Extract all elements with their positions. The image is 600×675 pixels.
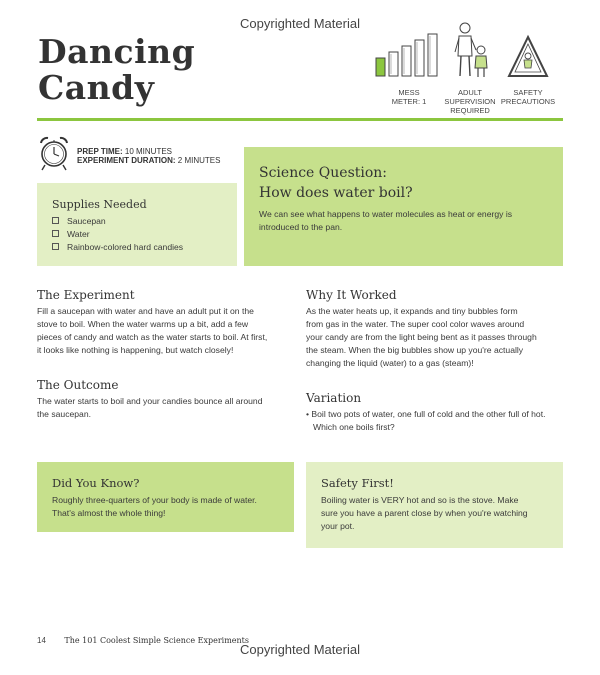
title-line-1: Dancing (38, 32, 196, 71)
science-question-box (244, 147, 563, 266)
prep-time: PREP TIME: 10 MINUTES (77, 147, 172, 156)
science-question-heading: Science Question: How does water boil? (259, 165, 413, 201)
why-it-worked-heading: Why It Worked (306, 288, 397, 302)
copyright-watermark-top: Copyrighted Material (240, 16, 360, 31)
safety-precautions-label: SAFETY PRECAUTIONS (500, 88, 556, 106)
science-question-body: We can see what happens to water molecules as heat or energy is introduced to the pan. (259, 209, 513, 232)
safety-precautions-icon (506, 34, 550, 80)
adult-supervision-icon (452, 20, 492, 80)
page-title (38, 34, 195, 106)
supplies-list (52, 215, 183, 254)
safety-first-heading: Safety First! (321, 476, 394, 490)
checkbox-icon (52, 230, 59, 237)
safety-first-box (306, 462, 563, 548)
copyright-watermark-bottom: Copyrighted Material (240, 642, 360, 657)
outcome-body: The water starts to boil and your candies bounce all around the saucepan. (37, 396, 263, 419)
variation-item: • Boil two pots of water, one full of cold and the other full of hot. Which one boils first? (306, 409, 546, 432)
checkbox-icon (52, 217, 59, 224)
adult-supervision-label: ADULT SUPERVISION REQUIRED (444, 88, 496, 115)
why-it-worked-body: As the water heats up, it expands and tiny bubbles form from gas in the water. The super cool color waves around your candy are from the light being bent as it passes through the steam. When the big bubbles show up you're actually changing the liquid (water) to a gas (steam)! (306, 306, 537, 368)
safety-first-body: Boiling water is VERY hot and so is the stove. Make sure you have a parent close by when you're watching your pot. (321, 495, 528, 531)
outcome-heading: The Outcome (37, 378, 119, 392)
supplies-box (37, 183, 237, 266)
alarm-clock-icon (36, 134, 72, 172)
did-you-know-box (37, 462, 294, 532)
mess-meter-icon (374, 30, 444, 80)
list-item: Water (52, 228, 183, 241)
page-number: 14 (37, 636, 46, 645)
list-item: Saucepan (52, 215, 183, 228)
did-you-know-body: Roughly three-quarters of your body is made of water. That's almost the whole thing! (52, 495, 257, 518)
book-title: The 101 Coolest Simple Science Experiments (64, 636, 249, 645)
variation-heading: Variation (306, 391, 362, 405)
experiment-body: Fill a saucepan with water and have an adult put it on the stove to boil. When the water warms up a bit, add a few pieces of candy and watch as the water starts to boil. At first, it looks like nothing is happening, but watch closely! (37, 306, 268, 355)
did-you-know-heading: Did You Know? (52, 476, 140, 490)
checkbox-icon (52, 243, 59, 250)
experiment-heading: The Experiment (37, 288, 135, 302)
mess-meter-label: MESS METER: 1 (391, 88, 427, 106)
supplies-heading: Supplies Needed (52, 198, 147, 211)
list-item: Rainbow-colored hard candies (52, 241, 183, 254)
header-divider (37, 118, 563, 121)
title-line-2: Candy (38, 68, 155, 107)
experiment-duration: EXPERIMENT DURATION: 2 MINUTES (77, 156, 221, 165)
